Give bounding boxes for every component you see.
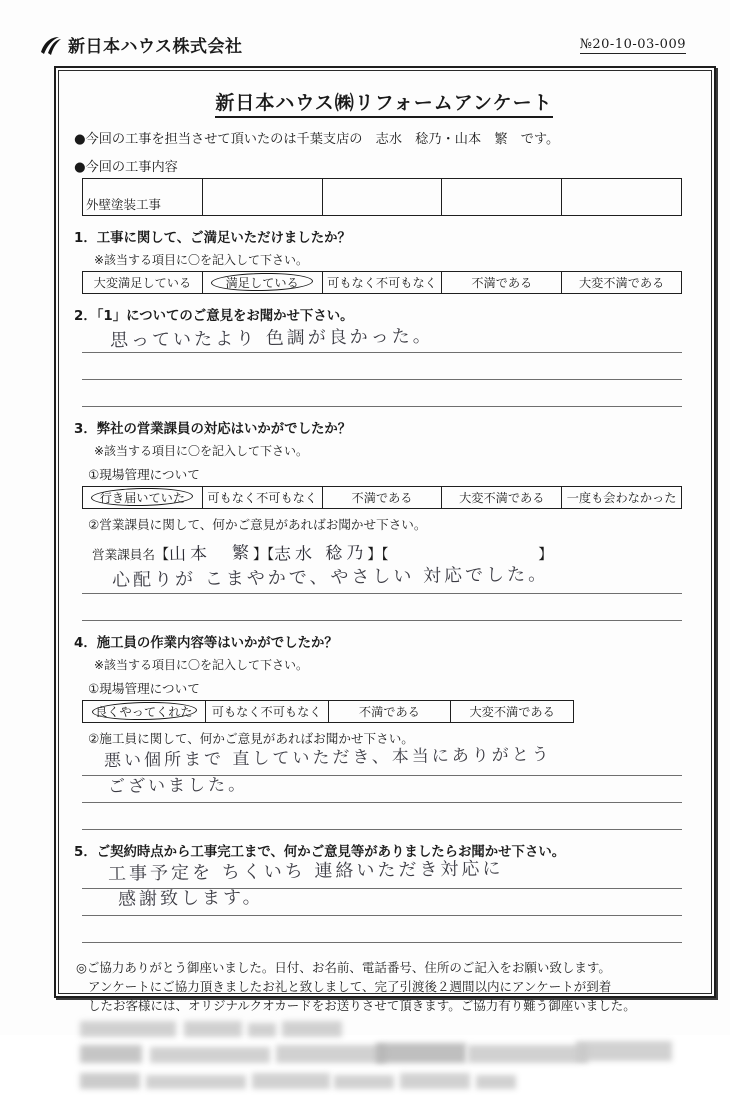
question-3-options — [82, 486, 682, 509]
question-2-answer-area[interactable] — [82, 326, 702, 407]
question-4-text: 施工員の作業内容等はいかがでしたか？ — [96, 636, 338, 651]
bracket-open-icon: 【 — [381, 547, 389, 563]
question-4-handwriting-line-1: 悪い個所まで 直していただき、本当にありがとう — [103, 744, 552, 772]
question-3-heading — [74, 418, 702, 437]
q1-option-1[interactable] — [202, 272, 322, 294]
question-3-sub-label-1: ①現場管理について — [88, 467, 200, 482]
q4-option-1[interactable] — [205, 701, 328, 723]
question-3-handwriting: 心配りが こまやかで、やさしい 対応でした。 — [111, 563, 550, 592]
sales-staff-names-label: 営業課員名 — [92, 547, 155, 562]
table-row — [83, 272, 682, 294]
table-row — [83, 487, 682, 509]
question-4-options — [82, 700, 574, 723]
question-3-answer-area[interactable] — [82, 563, 702, 621]
question-2-handwriting: 思っていたより 色調が良かった。 — [109, 325, 434, 352]
write-line — [82, 803, 682, 830]
q1-option-0-label: 大変満足している — [93, 276, 192, 290]
document-number: №20-10-03-009 — [579, 37, 686, 52]
question-3-text: 弊社の営業課員の対応はいかがでしたか？ — [96, 422, 352, 437]
work-content-label: ●今回の工事内容 — [74, 160, 178, 175]
q1-option-0[interactable] — [83, 272, 203, 294]
q4-option-0[interactable] — [83, 701, 206, 723]
page-header — [38, 30, 710, 70]
question-4-sub-label-1: ①現場管理について — [88, 681, 200, 696]
question-1-note: ※該当する項目に〇を記入して下さい。 — [94, 253, 309, 267]
work-content-cell-3[interactable] — [322, 179, 442, 216]
closing-line-1: ◎ご協力ありがとう御座いました。日付、お名前、電話番号、住所のご記入をお願い致します。 — [76, 960, 611, 975]
q4-option-2[interactable] — [328, 701, 451, 723]
question-3-sub-label-2: ②営業課員に関して、何かご意見があればお聞かせ下さい。 — [88, 517, 427, 532]
q3-option-2-label: 不満である — [351, 491, 413, 505]
question-3-note: ※該当する項目に〇を記入して下さい。 — [94, 444, 309, 458]
q1-option-3-label: 不満である — [471, 276, 533, 290]
write-line — [82, 594, 682, 621]
bracket-close-icon: 】 — [538, 547, 553, 563]
document-content — [66, 78, 702, 1013]
question-2-number: 2． — [74, 309, 97, 324]
question-4-handwriting-line-2: ございました。 — [107, 775, 249, 797]
page-title-text: 新日本ハウス㈱リフォームアンケート — [215, 92, 552, 118]
bracket-open-icon: 【 — [154, 547, 169, 563]
question-5-answer-area[interactable] — [82, 858, 702, 943]
table-row — [83, 701, 574, 723]
question-2-text: 「1」についてのご意見をお聞かせ下さい。 — [96, 309, 354, 324]
q3-option-4-label: 一度も会わなかった — [566, 491, 677, 505]
redacted-personal-information — [76, 1021, 686, 1095]
q4-option-2-label: 不満である — [358, 705, 420, 719]
page-title — [66, 88, 702, 115]
write-line — [82, 353, 682, 380]
question-5-number: 5． — [74, 845, 97, 860]
q4-option-3-label: 大変不満である — [469, 705, 555, 719]
q3-option-0-label: 行き届いていた — [99, 491, 186, 505]
question-1-heading — [74, 227, 702, 246]
bracket-close-icon: 】 — [252, 547, 267, 563]
swoosh-logo-icon — [38, 34, 64, 58]
work-content-cell-1[interactable]: 外壁塗装工事 — [83, 179, 203, 216]
q3-option-2[interactable] — [322, 487, 442, 509]
work-content-table — [82, 178, 682, 216]
bracket-close-icon: 】 — [367, 547, 382, 563]
question-4-note: ※該当する項目に〇を記入して下さい。 — [94, 658, 309, 672]
staff-line: ●今回の工事を担当させて頂いたのは千葉支店の 志水 稔乃・山本 繁 です。 — [74, 132, 560, 147]
question-4-sub-label-2: ②施工員に関して、何かご意見があればお聞かせ下さい。 — [88, 731, 414, 746]
q4-option-1-label: 可もなく不可もなく — [211, 705, 322, 719]
write-line — [82, 380, 682, 407]
q1-option-2-label: 可もなく不可もなく — [327, 276, 437, 290]
table-row — [83, 179, 682, 216]
q3-option-3-label: 大変不満である — [459, 491, 545, 505]
question-5-handwriting-line-2: 感謝致します。 — [117, 886, 264, 911]
sales-staff-name-2[interactable]: 志水 稔乃 — [273, 543, 368, 565]
closing-note — [76, 959, 702, 1015]
question-5-text: ご契約時点から工事完工まで、何かご意見等がありましたらお聞かせ下さい。 — [96, 845, 566, 860]
bracket-open-icon: 【 — [266, 547, 274, 563]
q3-option-1[interactable] — [202, 487, 322, 509]
write-line — [82, 916, 682, 943]
closing-line-2: アンケートにご協力頂きましたお礼と致しまして、完了引渡後２週間以内にアンケートが到着 — [88, 978, 612, 994]
question-5-handwriting-line-1: 工事予定を ちくいち 連絡いただき対応に — [107, 858, 504, 885]
q1-option-3[interactable] — [442, 272, 562, 294]
q4-option-3[interactable] — [451, 701, 574, 723]
question-4-answer-area[interactable] — [82, 744, 702, 830]
question-1-number: 1． — [74, 231, 97, 246]
company-name: 新日本ハウス株式会社 — [68, 37, 243, 57]
q3-option-0[interactable] — [83, 487, 203, 509]
question-2-heading — [74, 305, 702, 324]
q3-option-3[interactable] — [442, 487, 562, 509]
question-1-options — [82, 271, 682, 294]
q1-option-4[interactable] — [562, 272, 682, 294]
closing-line-3: したお客様には、オリジナルクオカードをお送りさせて頂きます。ご協力有り難う御座いました。 — [88, 997, 636, 1013]
work-content-cell-4[interactable] — [442, 179, 562, 216]
work-content-cell-2[interactable] — [202, 179, 322, 216]
q1-option-1-label: 満足している — [225, 276, 299, 290]
sales-staff-name-1[interactable]: 山本 繁 — [168, 543, 254, 565]
q4-option-0-label: 良くやってくれた — [95, 705, 193, 719]
q3-option-1-label: 可もなく不可もなく — [207, 491, 318, 505]
question-1-text: 工事に関して、ご満足いただけましたか？ — [96, 231, 351, 246]
q3-option-4[interactable] — [562, 487, 682, 509]
work-content-cell-5[interactable] — [562, 179, 682, 216]
q1-option-4-label: 大変不満である — [578, 276, 665, 290]
question-3-number: 3． — [74, 422, 97, 437]
q1-option-2[interactable] — [322, 272, 442, 294]
question-4-number: 4． — [74, 636, 97, 651]
question-4-heading — [74, 632, 702, 651]
